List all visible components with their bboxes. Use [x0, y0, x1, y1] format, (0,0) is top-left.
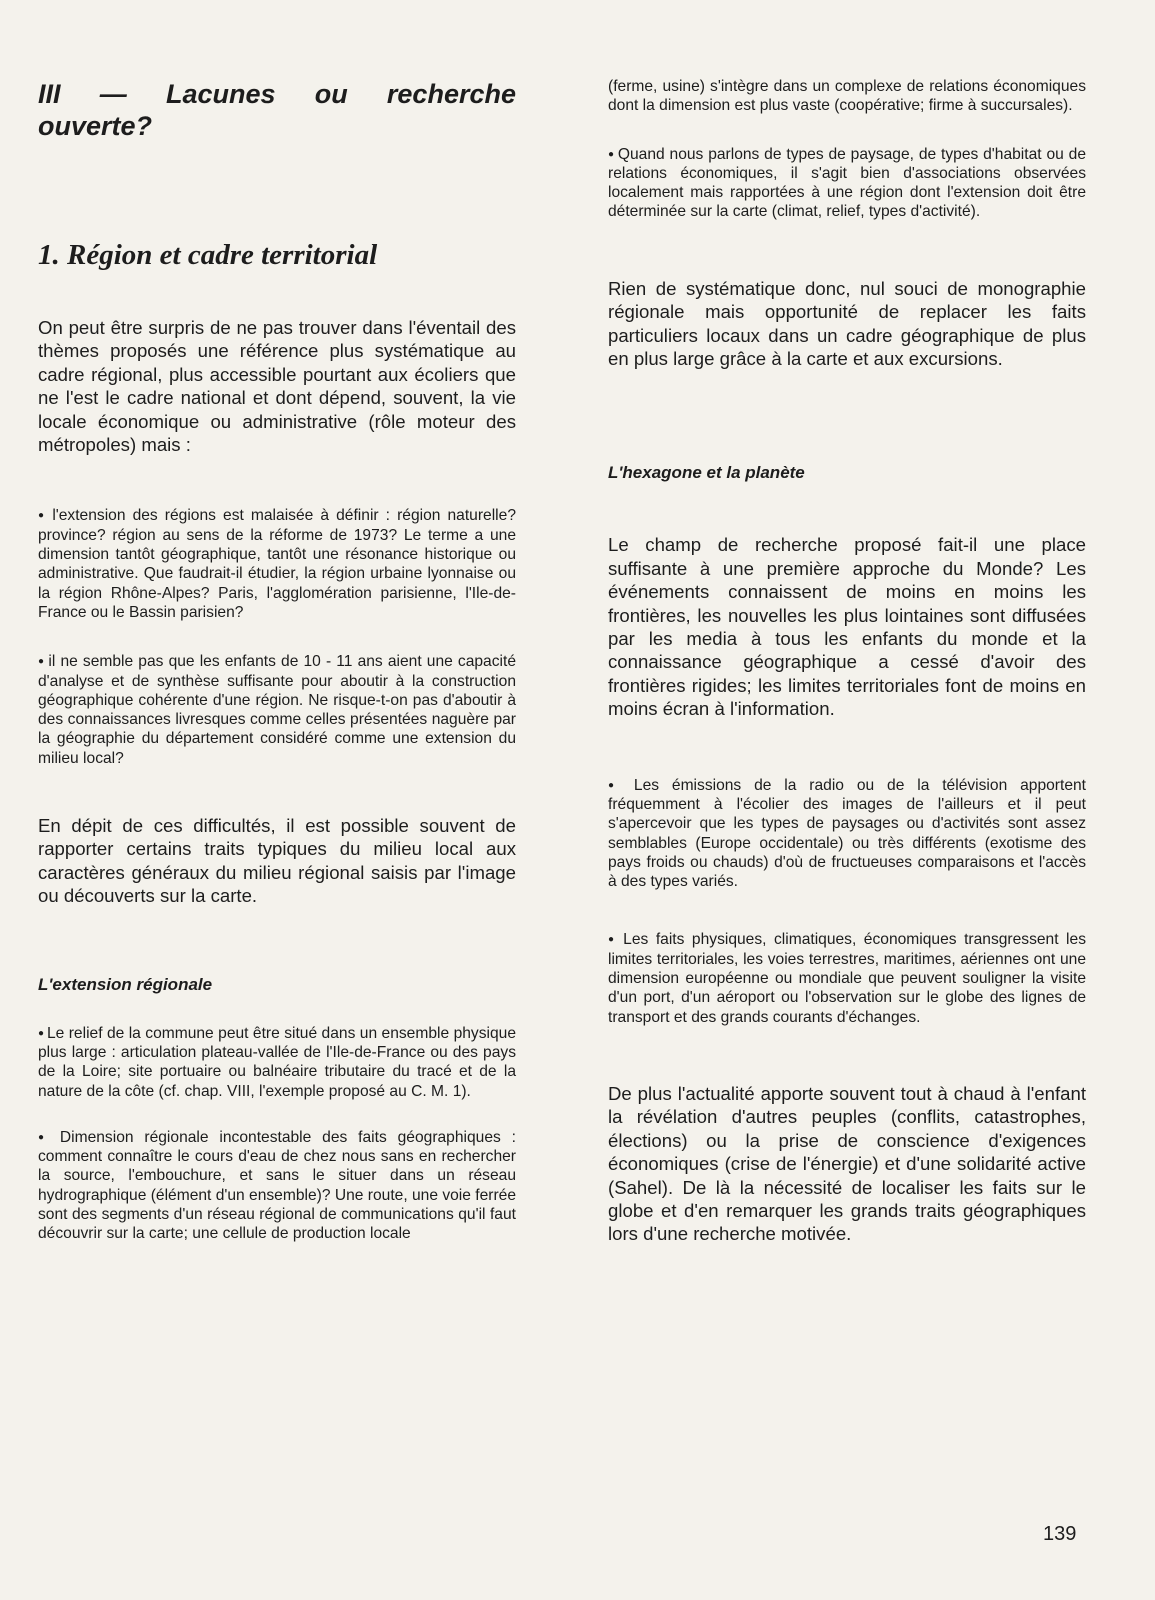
bullet-landscape-types: [608, 145, 1086, 222]
bullet-relief: [38, 1024, 516, 1101]
bullet-regions-extension: [38, 506, 516, 622]
intro-paragraph: On peut être surpris de ne pas trouver dans l'éventail des thèmes proposés une référence plus systématique au cadre régional, plus accessible pourtant aux écoliers que ne l'est le cadre national et dont dépend, souvent, la vie locale économique ou administrative (rôle moteur des métropoles) mais :: [38, 317, 516, 456]
continued-paragraph: (ferme, usine) s'intègre dans un complexe de relations économiques dont la dimension est plus vaste (coopérative; firme à succursales).: [608, 78, 1086, 115]
bullet-text: Quand nous parlons de types de paysage, de types d'habitat ou de relations économiques, il s'agit bien d'associations observées localement mais rapportées à une région dont l'extension doit être déterminée sur la carte (climat, relief, types d'activité).: [608, 145, 1086, 221]
bullet-children-capacity: [38, 652, 516, 768]
world-approach-paragraph: Le champ de recherche proposé fait-il une place suffisante à une première approche du Monde? Les événements connaissent de moins en moins les frontières, les nouvelles les plus lointaines sont diffusées par les media à tous les enfants du monde et la connaissance géographique a cessé d'avoir des frontières rigides; les limites territoriales font de moins en moins écran à l'information.: [608, 534, 1086, 720]
subtitle-hexagon-planet: L'hexagone et la planète: [608, 463, 805, 483]
bullet-text: Les faits physiques, climatiques, économiques transgressent les limites territoriales, les voies terrestres, maritimes, aériennes ont une dimension européenne ou mondiale que peuvent souligner la visite d'un port, d'un aéroport ou l'observation sur le globe des lignes de transport et des grands courants d'échanges.: [608, 931, 1086, 1026]
section-title: 1. Région et cadre territorial: [38, 239, 378, 271]
difficulties-paragraph: En dépit de ces difficultés, il est possible souvent de rapporter certains traits typiques du milieu local aux caractères généraux du milieu régional saisis par l'image ou découverts sur la carte.: [38, 815, 516, 907]
part-title-line-1: III — Lacunes ou recherche: [38, 79, 516, 109]
bullet-radio-tv: [608, 776, 1086, 892]
part-title: [38, 78, 516, 142]
current-events-paragraph: De plus l'actualité apporte souvent tout à chaud à l'enfant la révélation d'autres peuples (conflits, catastrophes, élections) ou la prise de conscience d'exigences économiques (crise de l'énergie) et d'une solidarité active (Sahel). De là la nécessité de localiser les faits sur le globe et d'en remarquer les grands traits géographiques lors d'une recherche motivée.: [608, 1082, 1086, 1245]
bullet-text: Le relief de la commune peut être situé dans un ensemble physique plus large : articulation plateau-vallée de l'Ile-de-France ou des pays de la Loire; site portuaire ou balnéaire tributaire du tracé et de la nature de la côte (cf. chap. VIII, l'exemple proposé au C. M. 1).: [38, 1024, 516, 1100]
bullet-text: Dimension régionale incontestable des faits géographiques : comment connaître le cours d'eau de chez nous sans en rechercher la source, l'embouchure, et sans le situer dans un réseau hydrographique (élément d'un ensemble)? Une route, une voie ferrée sont des segments d'un réseau régional de communications qu'il faut découvrir sur la carte; une cellule de production locale: [38, 1128, 517, 1243]
subtitle-regional-extension: L'extension régionale: [38, 974, 213, 994]
page-number: 139: [1043, 1523, 1077, 1545]
bullet-text: il ne semble pas que les enfants de 10 - 11 ans aient une capacité d'analyse et de synthèse suffisante pour aboutir à la construction géographique cohérente d'une région. Ne risque-t-on pas d'aboutir à des connaissances livresques comme celles présentées naguère par la géographie du département considéré comme une extension du milieu local?: [38, 653, 516, 767]
right-column: [608, 72, 1086, 1246]
left-column: [38, 72, 516, 1244]
bullet-text: Les émissions de la radio ou de la télévision apportent fréquemment à l'écolier des images de l'ailleurs et il peut s'apercevoir que les types de paysages ou d'activités sont assez semblables (Europe occidentale) ou très différents (exotisme des pays froids ou chauds) d'où de fructueuses comparaisons et l'accès à des types variés.: [608, 776, 1086, 891]
bullet-physical-facts: [608, 930, 1086, 1026]
nothing-systematic-paragraph: Rien de systématique donc, nul souci de monographie régionale mais opportunité de replacer les faits particuliers locaux dans un cadre géographique de plus en plus large grâce à la carte et aux excursions.: [608, 277, 1086, 369]
bullet-regional-dimension: [38, 1128, 516, 1244]
part-title-line-2: ouverte?: [38, 111, 153, 141]
bullet-text: l'extension des régions est malaisée à définir : région naturelle? province? région au sens de la réforme de 1973? Le terme a une dimension tantôt géographique, tantôt une résonance historique ou administrative. Que faudrait-il étudier, la région urbaine lyonnaise ou la région Rhône-Alpes? Paris, l'agglomération parisienne, l'Ile-de-France ou le Bassin parisien?: [38, 507, 516, 621]
